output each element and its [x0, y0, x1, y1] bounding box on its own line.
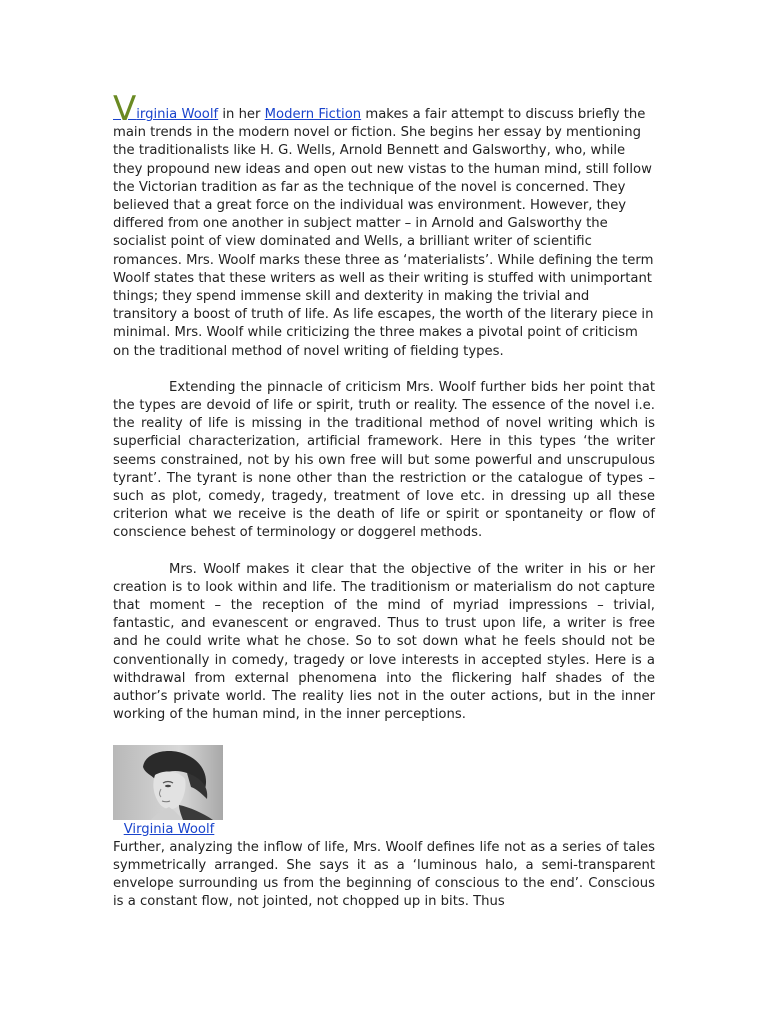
photo-caption [113, 821, 225, 839]
virginia-woolf-portrait [113, 745, 223, 820]
paragraph-4: Further, analyzing the inflow of life, Mrs. Woolf defines life not as a series of tales symmetrically arranged. She says it as a ‘luminous halo, a semi-transparent envelope surrounding us from the beginning of conscious to the end’. Conscious is a constant flow, not jointed, not chopped up in bits. Thus [113, 839, 655, 910]
modern-fiction-link[interactable]: Modern Fiction [264, 107, 362, 122]
photo-caption-link[interactable]: Virginia Woolf [123, 821, 215, 837]
portrait-image [113, 745, 223, 820]
dropcap-letter: V [113, 89, 137, 129]
document-body [113, 89, 655, 911]
photo-figure [113, 745, 225, 839]
intro-paragraph: Virginia Woolf in her Modern Fiction makes a fair attempt to discuss briefly the main trends in the modern novel or fiction. She begins her essay by mentioning the traditionalists like H. G. Wells, Arnold Bennett and Galsworthy, who, while they propound new ideas and open out new vistas to the human mind, still follow the Victorian tradition as far as the technique of the novel is concerned. They believed that a great force on the individual was environment. However, they differed from one another in subject matter – in Arnold and Galsworthy the socialist point of view dominated and Wells, a brilliant writer of scientific romances. Mrs. Woolf marks these three as ‘materialists’. While defining the term Woolf states that these writers as well as their writing is stuffed with unimportant things; they spend immense skill and dexterity in making the trivial and transitory a boost of truth of life. As life escapes, the worth of the literary piece in minimal. Mrs. Woolf while criticizing the three makes a pivotal point of criticism on the traditional method of novel writing of fielding types. [113, 89, 654, 359]
author-link[interactable]: Virginia Woolf [113, 89, 219, 129]
paragraph-2: Extending the pinnacle of criticism Mrs. Woolf further bids her point that the types are devoid of life or spirit, truth or reality. The essence of the novel i.e. the reality of life is missing in the traditional method of novel writing which is superficial characterization, artificial framework. Here in this types ‘the writer seems constrained, not by his own free will but some powerful and unscrupulous tyrant’. The tyrant is none other than the restriction or the catalogue of types – such as plot, comedy, tragedy, treatment of love etc. in dressing up all these criterion what we receive is the death of life or spirit or spontaneity or flow of conscience behest of terminology or doggerel methods. [113, 379, 655, 541]
paragraph-3: Mrs. Woolf makes it clear that the objective of the writer in his or her creation is to look within and life. The traditionism or materialism do not capture that moment – the reception of the mind of myriad impressions – trivial, fantastic, and evanescent or engraved. Thus to trust upon life, a writer is free and he could write what he chose. So to sot down what he feels should not be conventionally in comedy, tragedy or love interests in accepted styles. Here is a withdrawal from external phenomena into the flickering half shades of the author’s private world. The reality lies not in the outer actions, but in the inner working of the human mind, in the inner perceptions. [113, 561, 655, 723]
